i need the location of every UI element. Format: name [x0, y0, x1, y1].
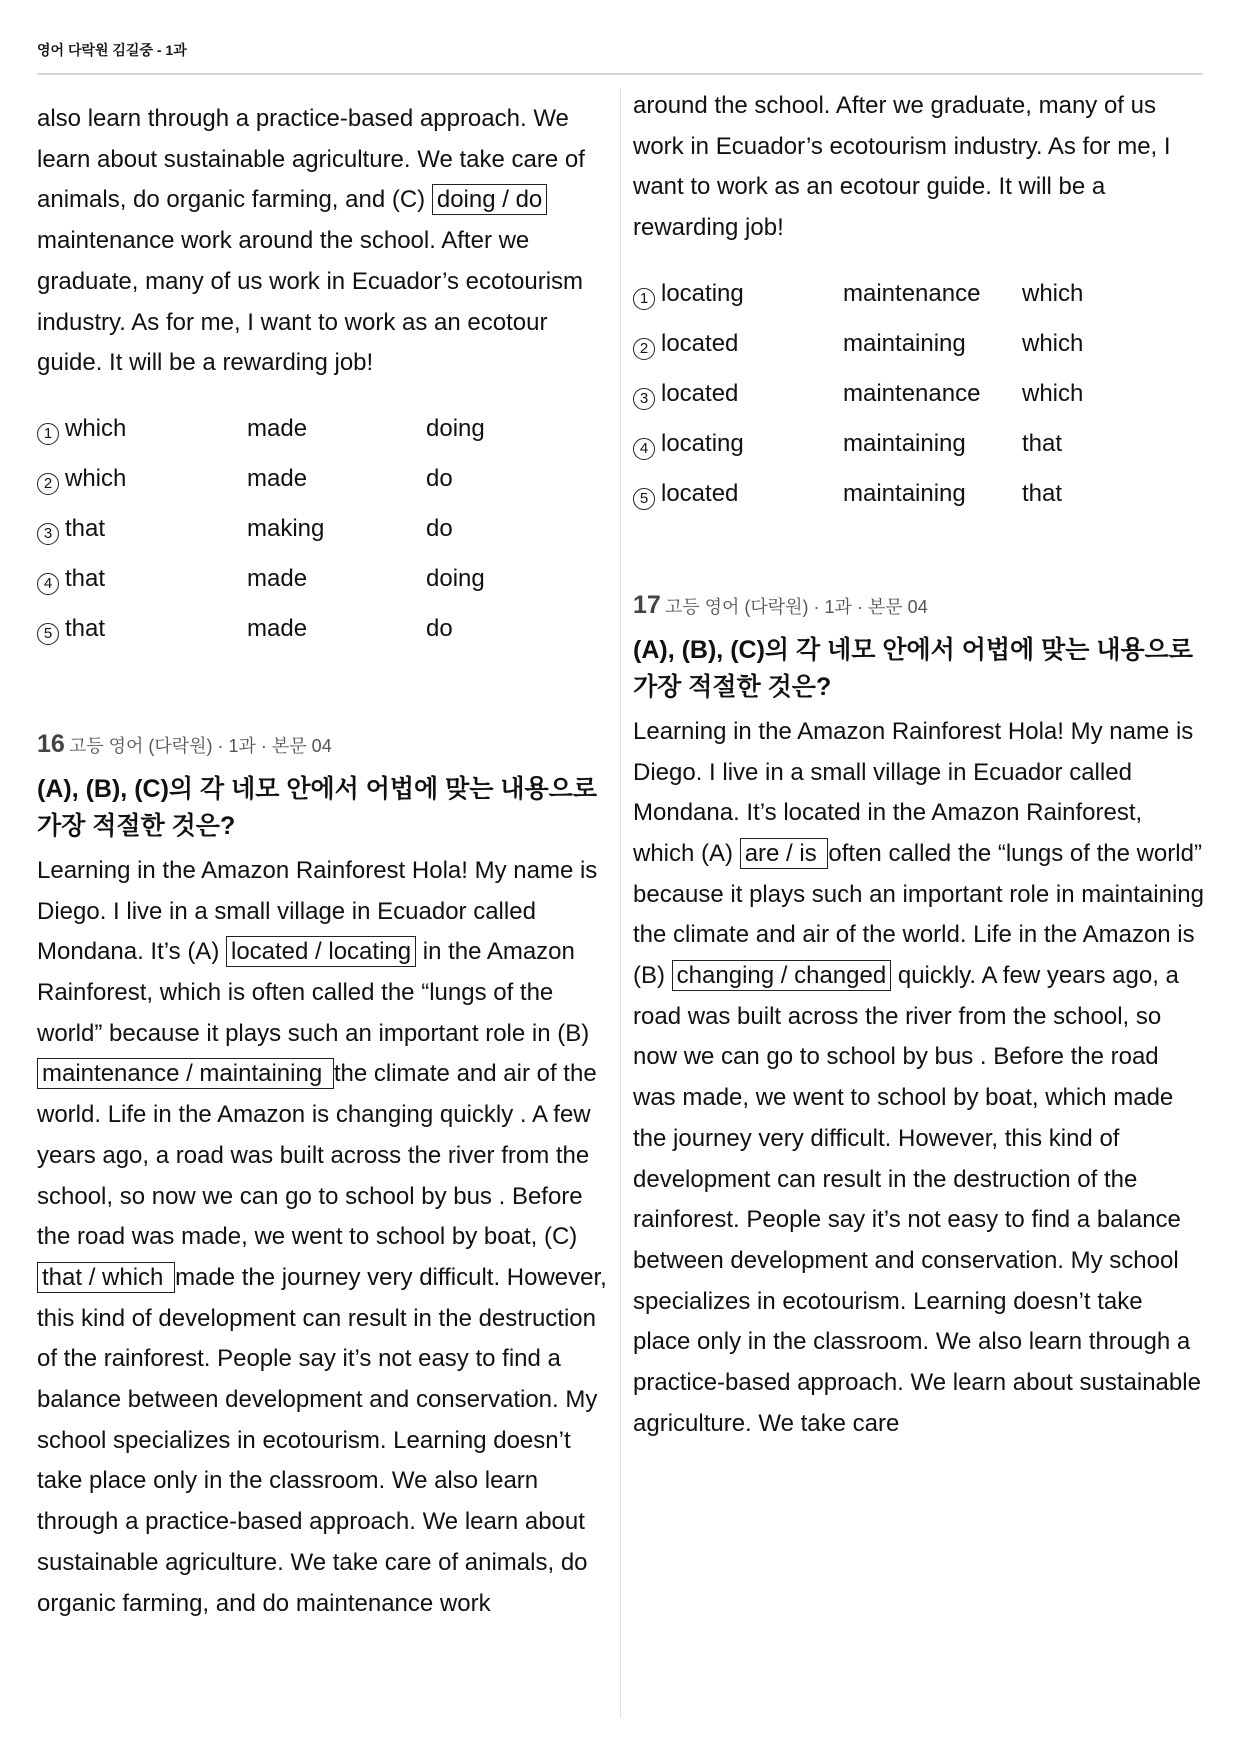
choice-b: maintenance: [843, 279, 981, 307]
blank-b-box: maintenance / maintaining: [37, 1058, 334, 1089]
choice-c: do: [426, 464, 453, 492]
passage-text: often called the “lungs of the world” because it plays such an important role in maintaining the climate and air of the world. Life in the Amazon is (B): [633, 839, 1204, 990]
choice-number: 4: [633, 438, 655, 460]
choice-c: that: [1022, 429, 1063, 457]
blank-c-box: doing / do: [432, 184, 547, 215]
choice-c: which: [1022, 279, 1084, 307]
blank-b-box: changing / changed: [672, 960, 892, 991]
passage-text: Learning in the Amazon Rainforest Hola! My name is Diego. I live in a small village in Ecuador called Mondana. It’s (A): [37, 856, 598, 966]
choice-b: made: [247, 414, 308, 442]
choice-a: locating: [661, 279, 744, 307]
choice-number: 5: [633, 488, 655, 510]
choice-a: that: [65, 614, 106, 642]
choice-c: that: [1022, 479, 1063, 507]
choice-c: doing: [426, 414, 485, 442]
right-column: [633, 86, 1205, 1444]
answer-choice-1[interactable]: [37, 404, 609, 454]
choice-c: do: [426, 614, 453, 642]
blank-c-box: that / which: [37, 1262, 175, 1293]
column-divider: [620, 88, 621, 1718]
choice-a: which: [65, 464, 127, 492]
blank-a-box: are / is: [740, 838, 829, 869]
choice-b: maintaining: [843, 429, 966, 457]
answer-choice-1[interactable]: [633, 269, 1205, 319]
choice-number: 1: [633, 288, 655, 310]
choice-b: making: [247, 514, 325, 542]
choice-b: made: [247, 464, 308, 492]
question-number: 17: [633, 590, 661, 619]
left-column: [37, 99, 609, 1624]
question-title: (A), (B), (C)의 각 네모 안에서 어법에 맞는 내용으로 가장 적절한 것은?: [37, 774, 597, 840]
question-passage: [633, 712, 1205, 1445]
passage-text: made the journey very difficult. However, this kind of development can result in the destruction of the rainforest. People say it’s not easy to find a balance between development and conservation. My school specializes in ecotourism. Learning doesn’t take place only in the classroom. We also learn through a practice-based approach. We learn about sustainable agriculture. We take care of animals, do organic farming, and do maintenance work: [37, 1263, 607, 1617]
choice-a: which: [65, 414, 127, 442]
choice-a: located: [661, 379, 739, 407]
question-title: (A), (B), (C)의 각 네모 안에서 어법에 맞는 내용으로 가장 적절한 것은?: [633, 635, 1193, 701]
answer-choice-5[interactable]: [37, 604, 609, 654]
answer-choice-4[interactable]: [37, 554, 609, 604]
answer-choice-2[interactable]: [37, 454, 609, 504]
choice-number: 2: [37, 473, 59, 495]
passage-text: Learning in the Amazon Rainforest Hola! My name is Diego. I live in a small village in Ecuador called Mondana. It’s located in the Amazon Rainforest, which (A): [633, 717, 1194, 867]
question-meta: 고등 영어 (다락원) · 1과 · 본문 04: [664, 596, 928, 617]
choice-b: maintaining: [843, 479, 966, 507]
choice-c: do: [426, 514, 453, 542]
blank-a-box: located / locating: [226, 936, 416, 967]
answer-choice-3[interactable]: [633, 369, 1205, 419]
passage-text: maintenance work around the school. After we graduate, many of us work in Ecuador’s ecotourism industry. As for me, I want to work as an ecotour guide. It will be a rewarding job!: [37, 227, 584, 377]
answer-choice-2[interactable]: [633, 319, 1205, 369]
q15-answer-choices: [37, 404, 609, 654]
q16-passage-continued: around the school. After we graduate, many of us work in Ecuador’s ecotourism industry. As for me, I want to work as an ecotour guide. It will be a rewarding job!: [633, 92, 1171, 242]
choice-a: locating: [661, 429, 744, 457]
choice-number: 2: [633, 338, 655, 360]
question-17: [633, 591, 1205, 1445]
question-header: [633, 591, 1205, 620]
choice-c: which: [1022, 329, 1084, 357]
choice-number: 3: [37, 523, 59, 545]
page-header-title: 영어 다락원 김길중 - 1과: [37, 42, 187, 58]
passage-text: the climate and air of the world. Life in the Amazon is changing quickly . A few years ago, a road was built across the river from the school, so now we can go to school by bus . Before the road was made, we went to school by boat, (C): [37, 1060, 597, 1251]
q15-passage-continued: [37, 99, 609, 384]
choice-b: maintenance: [843, 379, 981, 407]
choice-b: maintaining: [843, 329, 966, 357]
choice-a: located: [661, 329, 739, 357]
question-header: [37, 730, 609, 759]
passage-text: also learn through a practice-based approach. We learn about sustainable agriculture. We take care of animals, do organic farming, and (C): [37, 105, 585, 214]
choice-b: made: [247, 614, 308, 642]
passage-text: quickly. A few years ago, a road was built across the river from the school, so now we can go to school by bus . Before the road was made, we went to school by boat, which made the journey very difficult. However, this kind of development can result in the destruction of the rainforest. People say it’s not easy to find a balance between development and conservation. My school specializes in ecotourism. Learning doesn’t take place only in the classroom. We also learn through a practice-based approach. We learn about sustainable agriculture. We take care: [633, 962, 1201, 1437]
choice-number: 1: [37, 423, 59, 445]
choice-number: 5: [37, 623, 59, 645]
answer-choice-4[interactable]: [633, 419, 1205, 469]
choice-c: doing: [426, 564, 485, 592]
question-passage: [37, 851, 609, 1624]
choice-c: which: [1022, 379, 1084, 407]
header-divider: [37, 73, 1203, 75]
choice-a: that: [65, 564, 106, 592]
answer-choice-3[interactable]: [37, 504, 609, 554]
passage-text: in the Amazon Rainforest, which is often called the “lungs of the world” because it plays such an important role in (B): [37, 938, 590, 1047]
choice-number: 3: [633, 388, 655, 410]
choice-a: located: [661, 479, 739, 507]
question-16: [37, 730, 609, 1624]
question-meta: 고등 영어 (다락원) · 1과 · 본문 04: [68, 735, 332, 756]
choice-a: that: [65, 514, 106, 542]
question-number: 16: [37, 729, 65, 758]
choice-number: 4: [37, 573, 59, 595]
q16-answer-choices: [633, 269, 1205, 519]
choice-b: made: [247, 564, 308, 592]
answer-choice-5[interactable]: [633, 469, 1205, 519]
